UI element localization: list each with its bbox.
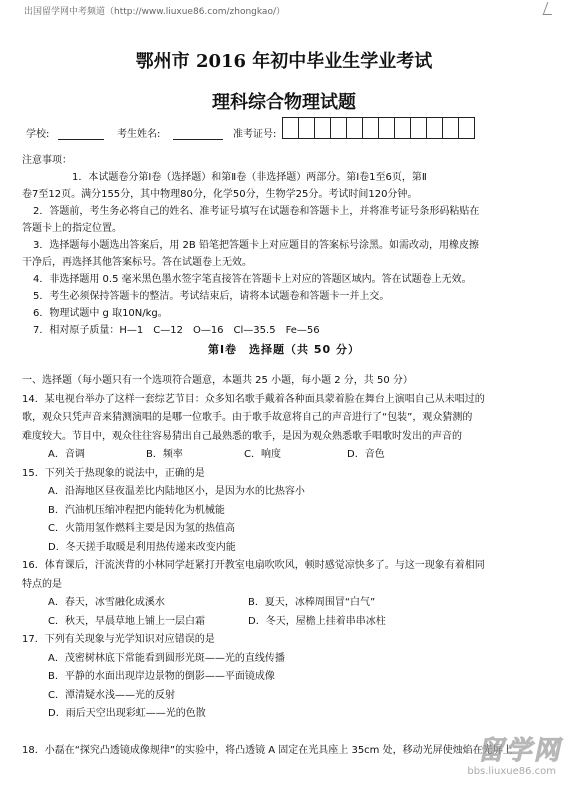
q14-line: 难度较大。节目中，观众往往容易猜出自己最熟悉的歌手，是因为观众熟悉歌手唱歌时发出的声音的: [22, 430, 462, 442]
q15-option-d: D．冬天搓手取暖是利用热传递来改变内能: [48, 541, 236, 553]
q16-option-c: C．秋天，早晨草地上铺上一层白霜: [48, 615, 205, 627]
school-field[interactable]: [58, 138, 104, 140]
note-item: 1．本试题卷分第Ⅰ卷（选择题）和第Ⅱ卷（非选择题）两部分。第Ⅰ卷1至6页，第Ⅱ: [72, 172, 427, 183]
note-item: 6．物理试题中 g 取10N/kg。: [33, 308, 168, 319]
note-item: 7．相对原子质量：H—1 C—12 O—16 Cl—35.5 Fe—56: [33, 325, 320, 336]
q14-option-a: A．音调: [48, 449, 85, 460]
note-item: 2．答题前，考生务必将自己的姓名、准考证号填写在试题卷和答题卡上，并将准考证号条形码粘贴在: [33, 206, 480, 217]
exam-number-boxes[interactable]: [283, 117, 475, 139]
q16-line: 特点的是: [22, 578, 62, 590]
q15-option-c: C．火箭用氢作燃料主要是因为氢的热值高: [48, 523, 235, 534]
q18-stem: 18．小磊在“探究凸透镜成像规律”的实验中，将凸透镜 A 固定在光具座上 35cm 处，移动光屏使烛焰在光屏上: [22, 744, 513, 756]
note-item: 答题卡上的指定位置。: [22, 223, 122, 234]
note-item: 3．选择题每小题选出答案后，用 2B 铅笔把答题卡上对应题目的答案标号涂黑。如需改动，用橡皮擦: [33, 240, 479, 251]
notes-heading: 注意事项：: [22, 155, 72, 166]
questions: [22, 372, 557, 760]
q14-line: 歌，观众只凭声音来猜测演唱的是哪一位歌手。由于歌手故意将自己的声音进行了“包装”，观众猜测的: [22, 412, 473, 423]
name-label: 考生姓名:: [117, 129, 161, 140]
note-item: 卷7至12页。满分155分，其中物理80分，化学50分，生物学25分。考试时间120分钟。: [22, 189, 418, 200]
q16-options-ab: [22, 594, 557, 613]
corner-mark: [543, 2, 557, 15]
note-item: 干净后，再选择其他答案标号。答在试题卷上无效。: [22, 257, 252, 268]
page-title: 鄂州市 2016 年初中毕业生学业考试: [135, 51, 433, 72]
q16-option-b: B．夏天，冰棒周围冒“白气”: [248, 597, 376, 608]
q15-option-b: B．汽油机压缩冲程把内能转化为机械能: [48, 504, 225, 516]
q14-options: [22, 446, 557, 465]
q17-option-d: D．雨后天空出现彩虹——光的色散: [48, 708, 206, 719]
part-heading: 一、选择题（每小题只有一个选项符合题意，本题共 25 小题，每小题 2 分，共 50 分）: [22, 375, 413, 386]
q17-option-b: B．平静的水面出现岸边景物的倒影——平面镜成像: [48, 671, 275, 682]
q14-line: 14．某电视台举办了这样一套综艺节目：众多知名歌手戴着各种面具蒙着脸在舞台上演唱自己从未唱过的: [22, 393, 485, 405]
note-item: 5．考生必须保持答题卡的整洁。考试结束后，请将本试题卷和答题卡一并上交。: [33, 291, 390, 302]
q15-stem: 15．下列关于热现象的说法中，正确的是: [22, 467, 205, 479]
page-header: 出国留学网中考频道（http://www.liuxue86.com/zhongkao/）: [24, 7, 285, 17]
watermark-url: bbs.liuxue86.com: [467, 766, 556, 777]
exam-no-label: 准考证号:: [233, 129, 277, 140]
q16-line: 16．体育课后，汗流浃背的小林同学赶紧打开教室电扇吹吹风，顿时感觉凉快多了。与这一现象有着相同: [22, 560, 485, 571]
page-subtitle: 理科综合物理试题: [212, 92, 356, 113]
q14-option-b: B．频率: [146, 449, 183, 460]
q16-options-cd: [22, 613, 557, 632]
q17-option-a: A．茂密树林底下常能看到圆形光斑——光的直线传播: [48, 652, 285, 664]
q14-option-c: C．响度: [244, 449, 281, 460]
q16-option-d: D．冬天，屋檐上挂着串串冰柱: [248, 615, 386, 627]
watermark-logo: 留学网: [476, 736, 567, 766]
note-item: 4．非选择题用 0.5 毫米黑色墨水签字笔直接答在答题卡上对应的答题区域内。答在试题卷上无效。: [33, 274, 472, 285]
q17-stem: 17．下列有关现象与光学知识对应错误的是: [22, 634, 215, 645]
school-label: 学校:: [26, 129, 50, 140]
q16-option-a: A．春天，冰雪融化成溪水: [48, 597, 165, 608]
name-field[interactable]: [173, 138, 223, 140]
q17-option-c: C．潭清疑水浅——光的反射: [48, 689, 175, 701]
q15-option-a: A．沿海地区昼夜温差比内陆地区小，是因为水的比热容小: [48, 486, 305, 497]
notes-section: [22, 152, 552, 339]
section-heading: 第Ⅰ卷 选择题（共 50 分）: [207, 343, 361, 356]
q14-option-d: D．音色: [347, 449, 385, 460]
